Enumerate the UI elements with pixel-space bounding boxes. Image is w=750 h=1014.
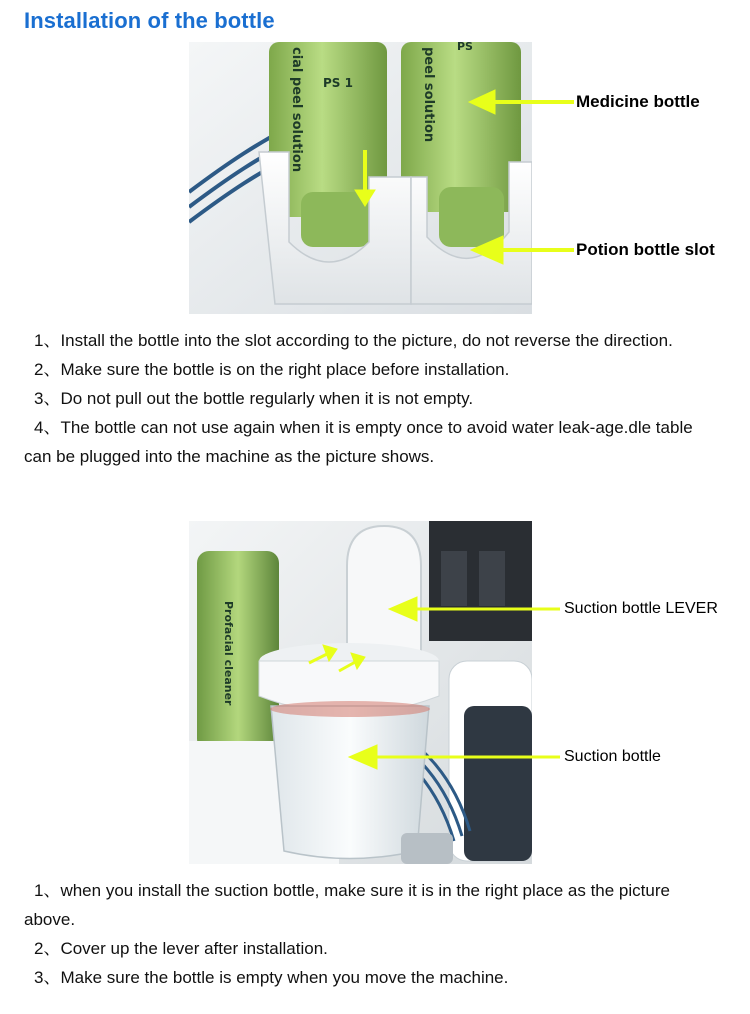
instruction-item: 1、when you install the suction bottle, make sure it is in the right place as the picture above. — [24, 881, 670, 929]
instructions-list-1 — [24, 326, 714, 471]
section-title: Installation of the bottle — [24, 8, 275, 33]
instruction-item: 1、Install the bottle into the slot according to the picture, do not reverse the direction. — [34, 331, 673, 350]
bottle-left-code: PS 1 — [323, 76, 353, 90]
suction-bottle-photo — [189, 521, 532, 864]
bottle-right-code: PS — [457, 42, 473, 53]
instructions-list-2 — [24, 876, 714, 992]
cleaner-bottle — [197, 551, 279, 751]
instruction-item: 3、Make sure the bottle is empty when you move the machine. — [34, 968, 509, 987]
bottle-slot-photo — [189, 42, 532, 314]
suction-bottle-callout: Suction bottle — [564, 748, 661, 765]
callout-arrows-fig1 — [532, 42, 576, 314]
medicine-bottle-callout: Medicine bottle — [576, 92, 700, 111]
bottle-slot-illustration — [189, 42, 532, 314]
potion-slot-callout: Potion bottle slot — [576, 240, 715, 259]
suction-bottle-illustration — [189, 521, 532, 864]
instruction-item: 4、The bottle can not use again when it is empty once to avoid water leak-age.dle table can be plugged into the machine as the picture shows. — [24, 418, 693, 466]
callout-arrows-fig2 — [532, 521, 562, 864]
instruction-item: 2、Make sure the bottle is on the right place before installation. — [34, 360, 510, 379]
instruction-item: 2、Cover up the lever after installation. — [34, 939, 328, 958]
cleaner-bottle-label: Profacial cleaner — [222, 601, 235, 706]
bottle-left-label: cial peel solution — [289, 47, 304, 173]
instruction-item: 3、Do not pull out the bottle regularly when it is not empty. — [34, 389, 474, 408]
suction-lever — [347, 526, 421, 656]
bottle-right-label: peel solution — [421, 47, 436, 143]
suction-lever-callout: Suction bottle LEVER — [564, 600, 718, 617]
